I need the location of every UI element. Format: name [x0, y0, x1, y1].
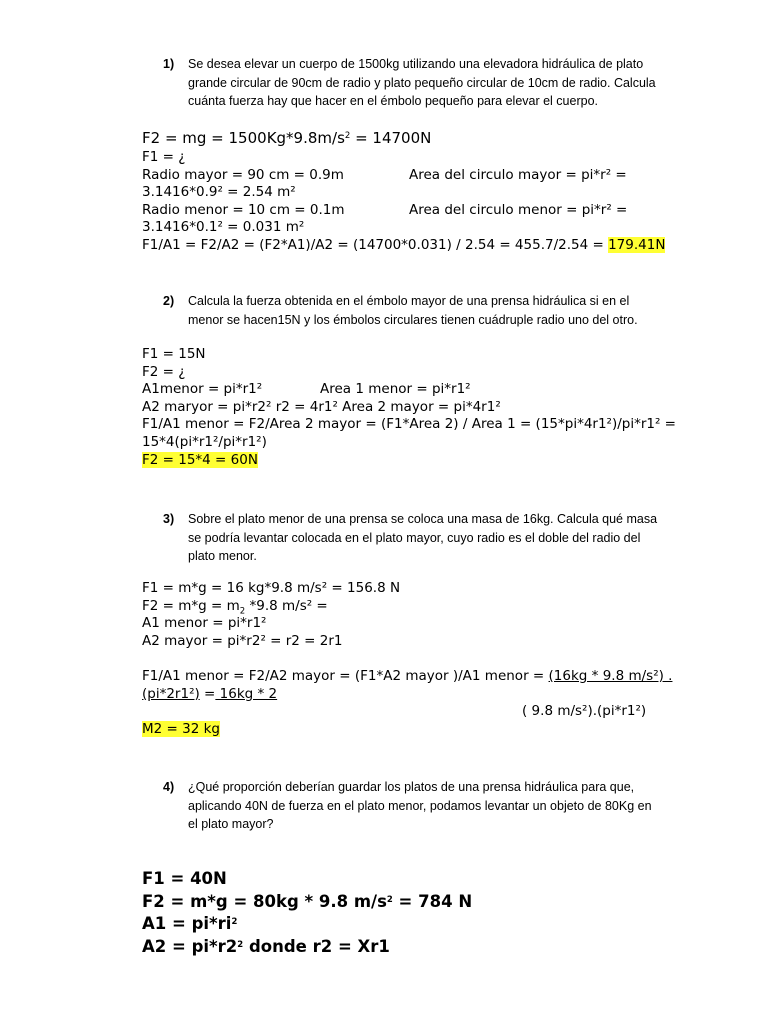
solution-line: F1 = ¿ [142, 149, 186, 165]
solution-3 [142, 580, 732, 738]
question-text-line: menor se hacen15N y los émbolos circulares tienen cuádruple radio uno del otro. [188, 312, 638, 327]
solution-line: $A2 = pi*r2^2$ donde r2 = Xr1 [142, 936, 390, 956]
question-text-line: Calcula la fuerza obtenida en el émbolo mayor de una prensa hidráulica si en el [188, 294, 630, 308]
solution-line: Radio menor = 10 cm = 0.1m Area del circulo menor = pi*r² = [142, 201, 628, 218]
question-2 [163, 292, 723, 329]
solution-line: F1/A1 menor = F2/A2 mayor = (F1*A2 mayor )/A1 menor = (16kg * 9.8 m/s²) . [142, 667, 673, 684]
question-number: 2) [163, 294, 175, 308]
question-text-line: se podría levantar colocada en el plato mayor, cuyo radio es el doble del radio del [188, 530, 641, 545]
question-1 [163, 55, 723, 111]
question-text-line: grande circular de 90cm de radio y plato pequeño circular de 10cm de radio. Calcula [188, 75, 656, 90]
solution-line: (pi*2r1²) = 16kg * 2 [142, 685, 278, 702]
solution-line: A1menor = pi*r1² Area 1 menor = pi*r1² [142, 381, 471, 398]
solution-line: F2 = m*g = 80kg * 9.8 $m/s^2 = 784$ N [142, 891, 473, 911]
solution-line: F1/A1 = F2/A2 = (F2*A1)/A2 = (14700*0.031) / 2.54 = 455.7/2.54 = 179.41N [142, 236, 666, 253]
solution-line: $F2 = m*g = m_2$ *9.8 m/s² = [142, 597, 328, 617]
solution-line: F2 = mg = $1500Kg*9.8m/s^2 = 14700N$ [142, 129, 432, 147]
solution-2 [142, 346, 732, 469]
highlighted-answer: F2 = 15*4 = 60N [142, 451, 258, 468]
question-text-line: Sobre el plato menor de una prensa se coloca una masa de 16kg. Calcula qué masa [188, 512, 658, 526]
question-text-line: cuánta fuerza hay que hacer en el émbolo pequeño para elevar el cuerpo. [188, 94, 599, 108]
highlighted-answer: 179.41N [608, 236, 666, 253]
solution-line: 3.1416*0.9² = 2.54 m² [142, 184, 296, 201]
highlighted-answer: M2 = 32 kg [142, 720, 220, 737]
solution-line: F1 = 40N [142, 869, 227, 888]
question-text-line: Se desea elevar un cuerpo de 1500kg utilizando una elevadora hidráulica de plato [188, 57, 644, 71]
solution-line: $A1 = pi*ri^2$ [142, 914, 238, 933]
solution-line: ( 9.8 m/s²).(pi*r1²) [522, 703, 647, 720]
solution-4 [142, 868, 732, 958]
solution-line [142, 721, 732, 739]
solution-line-blank [142, 650, 732, 668]
question-number: 4) [163, 780, 175, 794]
question-text-line: plato menor. [188, 549, 257, 563]
solution-line [142, 452, 732, 470]
question-number: 3) [163, 512, 175, 526]
solution-line: Radio mayor = 90 cm = 0.9m Area del circulo mayor = pi*r² = [142, 166, 627, 183]
solution-line: F1/A1 menor = F2/Area 2 mayor = (F1*Area 2) / Area 1 = (15*pi*4r1²)/pi*r1² = [142, 416, 676, 433]
solution-line: 3.1416*0.1² = 0.031 m² [142, 219, 305, 236]
solution-1 [142, 127, 732, 255]
solution-line: A2 mayor = pi*r2² = r2 = 2r1 [142, 632, 343, 649]
question-text-line: aplicando 40N de fuerza en el plato menor, podamos levantar un objeto de 80Kg en [188, 798, 652, 813]
question-number: 1) [163, 57, 175, 71]
solution-line: 15*4(pi*r1²/pi*r1²) [142, 433, 267, 450]
question-4 [163, 778, 723, 834]
solution-line: A1 menor = pi*r1² [142, 615, 267, 632]
solution-line: A2 maryor = pi*r2² r2 = 4r1² Area 2 mayor = pi*4r1² [142, 398, 501, 415]
solution-line: F1 = m*g = 16 kg*9.8 m/s² = 156.8 N [142, 580, 401, 596]
question-text-line: ¿Qué proporción deberían guardar los platos de una prensa hidráulica para que, [188, 780, 635, 794]
solution-line: F2 = ¿ [142, 363, 186, 380]
solution-line: F1 = 15N [142, 346, 206, 362]
question-text-line: el plato mayor? [188, 817, 274, 831]
question-3 [163, 510, 723, 566]
